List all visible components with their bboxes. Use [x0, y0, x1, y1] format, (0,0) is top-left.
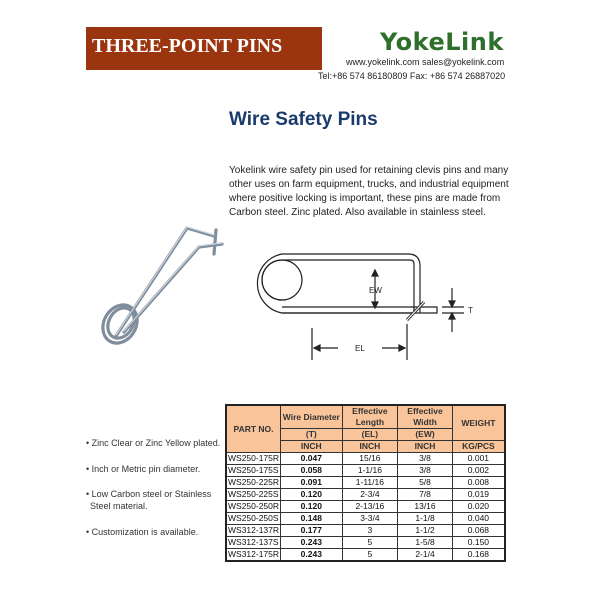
wire-diameter: 0.058 [281, 465, 343, 477]
header-effective-length: Effective Length [342, 405, 398, 429]
weight: 0.150 [452, 537, 505, 549]
weight: 0.002 [452, 465, 505, 477]
part-no: WS312-137R [228, 525, 280, 535]
wire-diameter: 0.243 [281, 549, 343, 562]
label-t: T [468, 306, 473, 315]
header-wire-diameter: Wire Diameter [281, 405, 343, 429]
part-no: WS250-225S [228, 489, 279, 499]
feature-item: • Customization is available. [86, 527, 199, 537]
part-no: WS250-175S [228, 465, 279, 475]
weight: 0.068 [452, 525, 505, 537]
effective-length: 1-11/16 [342, 477, 398, 489]
wire-diameter: 0.120 [281, 501, 343, 513]
part-no: WS250-175R [228, 453, 280, 463]
wire-diameter: 0.120 [281, 489, 343, 501]
effective-length: 3 [342, 525, 398, 537]
wire-diameter: 0.243 [281, 537, 343, 549]
feature-item: • Zinc Clear or Zinc Yellow plated. [86, 438, 221, 448]
weight: 0.001 [452, 453, 505, 465]
part-no: WS250-250R [228, 501, 280, 511]
header-t: (T) [281, 429, 343, 441]
weight: 0.020 [452, 501, 505, 513]
unit-t: INCH [281, 441, 343, 453]
feature-item: Steel material. [90, 501, 148, 511]
part-no: WS250-225R [228, 477, 280, 487]
label-ew: EW [369, 286, 382, 295]
table-row [226, 453, 505, 465]
effective-length: 1-1/16 [342, 465, 398, 477]
part-no: WS312-175R [228, 549, 280, 559]
table-row [226, 549, 505, 562]
unit-el: INCH [342, 441, 398, 453]
weight: 0.008 [452, 477, 505, 489]
page-title: Wire Safety Pins [229, 109, 378, 130]
header-effective-width: Effective Width [398, 405, 453, 429]
brand-logo: YokeLink [380, 28, 504, 56]
wire-diameter: 0.177 [281, 525, 343, 537]
wire-diameter: 0.148 [281, 513, 343, 525]
wire-diameter: 0.091 [281, 477, 343, 489]
header-el: (EL) [342, 429, 398, 441]
table-row [226, 465, 505, 477]
contact-phone-fax: Tel:+86 574 86180809 Fax: +86 574 26887020 [318, 71, 506, 81]
effective-width: 7/8 [398, 489, 453, 501]
table-row [226, 525, 505, 537]
weight: 0.019 [452, 489, 505, 501]
wire-diameter: 0.047 [281, 453, 343, 465]
header-part-no: PART NO. [226, 405, 281, 453]
banner-title: THREE-POINT PINS [92, 35, 283, 57]
contact-web-email: www.yokelink.com sales@yokelink.com [346, 57, 505, 67]
weight: 0.168 [452, 549, 505, 562]
header-ew: (EW) [398, 429, 453, 441]
effective-width: 3/8 [398, 465, 453, 477]
effective-length: 15/16 [342, 453, 398, 465]
feature-item: • Low Carbon steel or Stainless [86, 489, 212, 499]
table-row [226, 537, 505, 549]
table-row [226, 477, 505, 489]
safety-pin-photo [96, 214, 246, 364]
effective-width: 1-1/8 [398, 513, 453, 525]
header-weight: WEIGHT [452, 405, 505, 441]
table-row [226, 513, 505, 525]
part-no: WS250-250S [228, 513, 279, 523]
table-row [226, 501, 505, 513]
effective-length: 2-3/4 [342, 489, 398, 501]
effective-width: 5/8 [398, 477, 453, 489]
weight: 0.040 [452, 513, 505, 525]
dimension-diagram [252, 250, 492, 360]
effective-length: 5 [342, 537, 398, 549]
effective-width: 13/16 [398, 501, 453, 513]
effective-length: 5 [342, 549, 398, 562]
table-row [226, 489, 505, 501]
effective-width: 1-1/2 [398, 525, 453, 537]
product-description: Yokelink wire safety pin used for retaining clevis pins and many other uses on farm equipment, trucks, and industrial equipment where positive locking is important, these pins are made from Carbon steel. Zinc plated. Also available in stainless steel. [229, 165, 509, 218]
effective-length: 2-13/16 [342, 501, 398, 513]
effective-width: 1-5/8 [398, 537, 453, 549]
table-header-row [226, 405, 505, 429]
spec-table [225, 404, 506, 562]
feature-item: • Inch or Metric pin diameter. [86, 464, 201, 474]
effective-width: 2-1/4 [398, 549, 453, 562]
unit-ew: INCH [398, 441, 453, 453]
effective-length: 3-3/4 [342, 513, 398, 525]
unit-weight: KG/PCS [452, 441, 505, 453]
effective-width: 3/8 [398, 453, 453, 465]
label-el: EL [355, 344, 365, 353]
part-no: WS312-137S [228, 537, 279, 547]
